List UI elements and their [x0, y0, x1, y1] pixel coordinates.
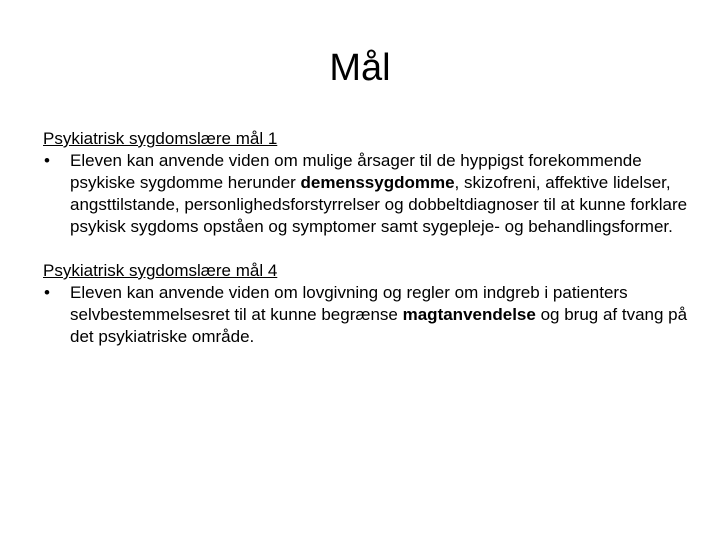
- bullet-text-end: og brug af tvang på det psykiatriske område.: [70, 305, 688, 346]
- slide-title: Mål: [329, 47, 391, 89]
- bullet-item: [43, 150, 693, 238]
- section-heading: Psykiatrisk sygdomslære mål 4: [43, 261, 278, 280]
- bullet-text-start: Eleven kan anvende viden om mulige årsager til de hyppigst forekommende psykiske sygdomme herunder: [70, 151, 642, 192]
- bullet-bold-term: demenssygdomme: [300, 173, 455, 192]
- bullet-item: [43, 282, 693, 348]
- bullet-marker: •: [44, 151, 50, 170]
- bullet-text-end: , skizofreni, affektive lidelser, angsttilstande, personlighedsforstyrrelser og dobbeltdiagnoser til at kunne forklare psykisk sygdoms opståen og symptomer samt sygepleje- og behandlingsformer.: [70, 173, 688, 236]
- slide-content: [43, 128, 693, 348]
- goal-section-4: [43, 260, 693, 348]
- goal-section-1: [43, 128, 693, 238]
- bullet-text-start: Eleven kan anvende viden om lovgivning og regler om indgreb i patienters selvbestemmelsesret til at kunne begrænse: [70, 283, 628, 324]
- section-heading: Psykiatrisk sygdomslære mål 1: [43, 129, 278, 148]
- bullet-bold-term: magtanvendelse: [402, 305, 536, 324]
- bullet-marker: •: [44, 283, 50, 302]
